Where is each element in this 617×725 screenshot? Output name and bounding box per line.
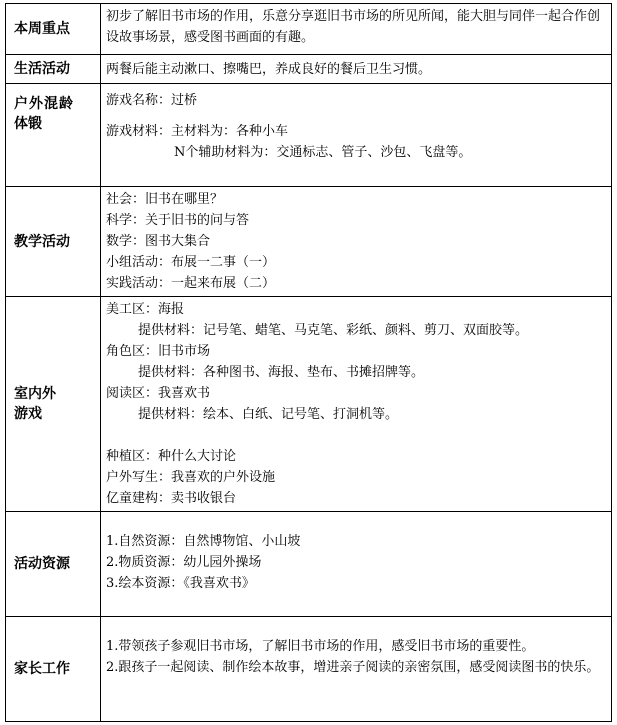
outdoor-game-name: 游戏名称：过桥 (106, 93, 198, 108)
games-art-area: 美工区：海报 (106, 302, 185, 317)
label-life: 生活活动 (6, 55, 101, 84)
games-role-area: 角色区：旧书市场 (106, 344, 211, 359)
focus-text: 初步了解旧书市场的作用，乐意分享逛旧书市场的所见所闻，能大胆与同伴一起合作创设故事场景，感受图书画面的有趣。 (106, 9, 601, 45)
resource-item: 2.物质资源：幼儿园外操场 (106, 555, 262, 570)
row-teaching (6, 187, 612, 297)
games-role-materials: 提供材料：各种图书、海报、垫布、书摊招牌等。 (138, 365, 425, 380)
resource-item: 3.绘本资源：《我喜欢书》 (106, 576, 255, 591)
content-life (101, 55, 612, 84)
content-resources (101, 512, 612, 617)
teaching-item: 小组活动：布展一二事（一） (106, 255, 276, 270)
row-games (6, 297, 612, 512)
label-games-line2: 游戏 (14, 406, 42, 422)
games-art-materials: 提供材料：记号笔、蜡笔、马克笔、彩纸、颜料、剪刀、双面胶等。 (138, 323, 529, 338)
content-focus (101, 4, 612, 55)
label-resources: 活动资源 (6, 512, 101, 617)
label-outdoor-line2: 体锻 (14, 116, 42, 132)
content-teaching (101, 187, 612, 297)
label-teaching: 教学活动 (6, 187, 101, 297)
games-reading-area: 阅读区：我喜欢书 (106, 386, 211, 401)
weekly-plan-table (5, 3, 612, 722)
row-parents (6, 617, 612, 722)
outdoor-materials-main: 游戏材料：主材料为：各种小车 (106, 124, 289, 139)
teaching-item: 科学：关于旧书的问与答 (106, 213, 250, 228)
label-parents: 家长工作 (6, 617, 101, 722)
row-resources (6, 512, 612, 617)
label-outdoor (6, 84, 101, 187)
row-life (6, 55, 612, 84)
resource-item: 1.自然资源：自然博物馆、小山坡 (106, 534, 301, 549)
row-focus (6, 4, 612, 55)
label-games (6, 297, 101, 512)
content-games (101, 297, 612, 512)
games-building: 亿童建构：卖书收银台 (106, 491, 237, 506)
teaching-item: 数学：图书大集合 (106, 234, 211, 249)
games-reading-materials: 提供材料：绘本、白纸、记号笔、打洞机等。 (138, 407, 399, 422)
life-text: 两餐后能主动漱口、擦嘴巴，养成良好的餐后卫生习惯。 (106, 61, 432, 77)
games-sketch: 户外写生：我喜欢的户外设施 (106, 470, 276, 485)
teaching-item: 实践活动：一起来布展（二） (106, 276, 276, 291)
content-outdoor (101, 84, 612, 187)
teaching-item: 社会：旧书在哪里？ (106, 192, 224, 207)
label-focus: 本周重点 (6, 4, 101, 55)
label-games-line1: 室内外 (14, 386, 56, 402)
row-outdoor (6, 84, 612, 187)
parent-item: 1.带领孩子参观旧书市场，了解旧书市场的作用，感受旧书市场的重要性。 (106, 639, 535, 654)
content-parents (101, 617, 612, 722)
parent-item: 2.跟孩子一起阅读、制作绘本故事，增进亲子阅读的亲密氛围，感受阅读图书的快乐。 (106, 660, 600, 675)
outdoor-materials-aux: N个辅助材料为：交通标志、管子、沙包、飞盘等。 (174, 145, 472, 160)
games-planting: 种植区：种什么大讨论 (106, 449, 237, 464)
label-outdoor-line1: 户外混龄 (14, 96, 74, 112)
